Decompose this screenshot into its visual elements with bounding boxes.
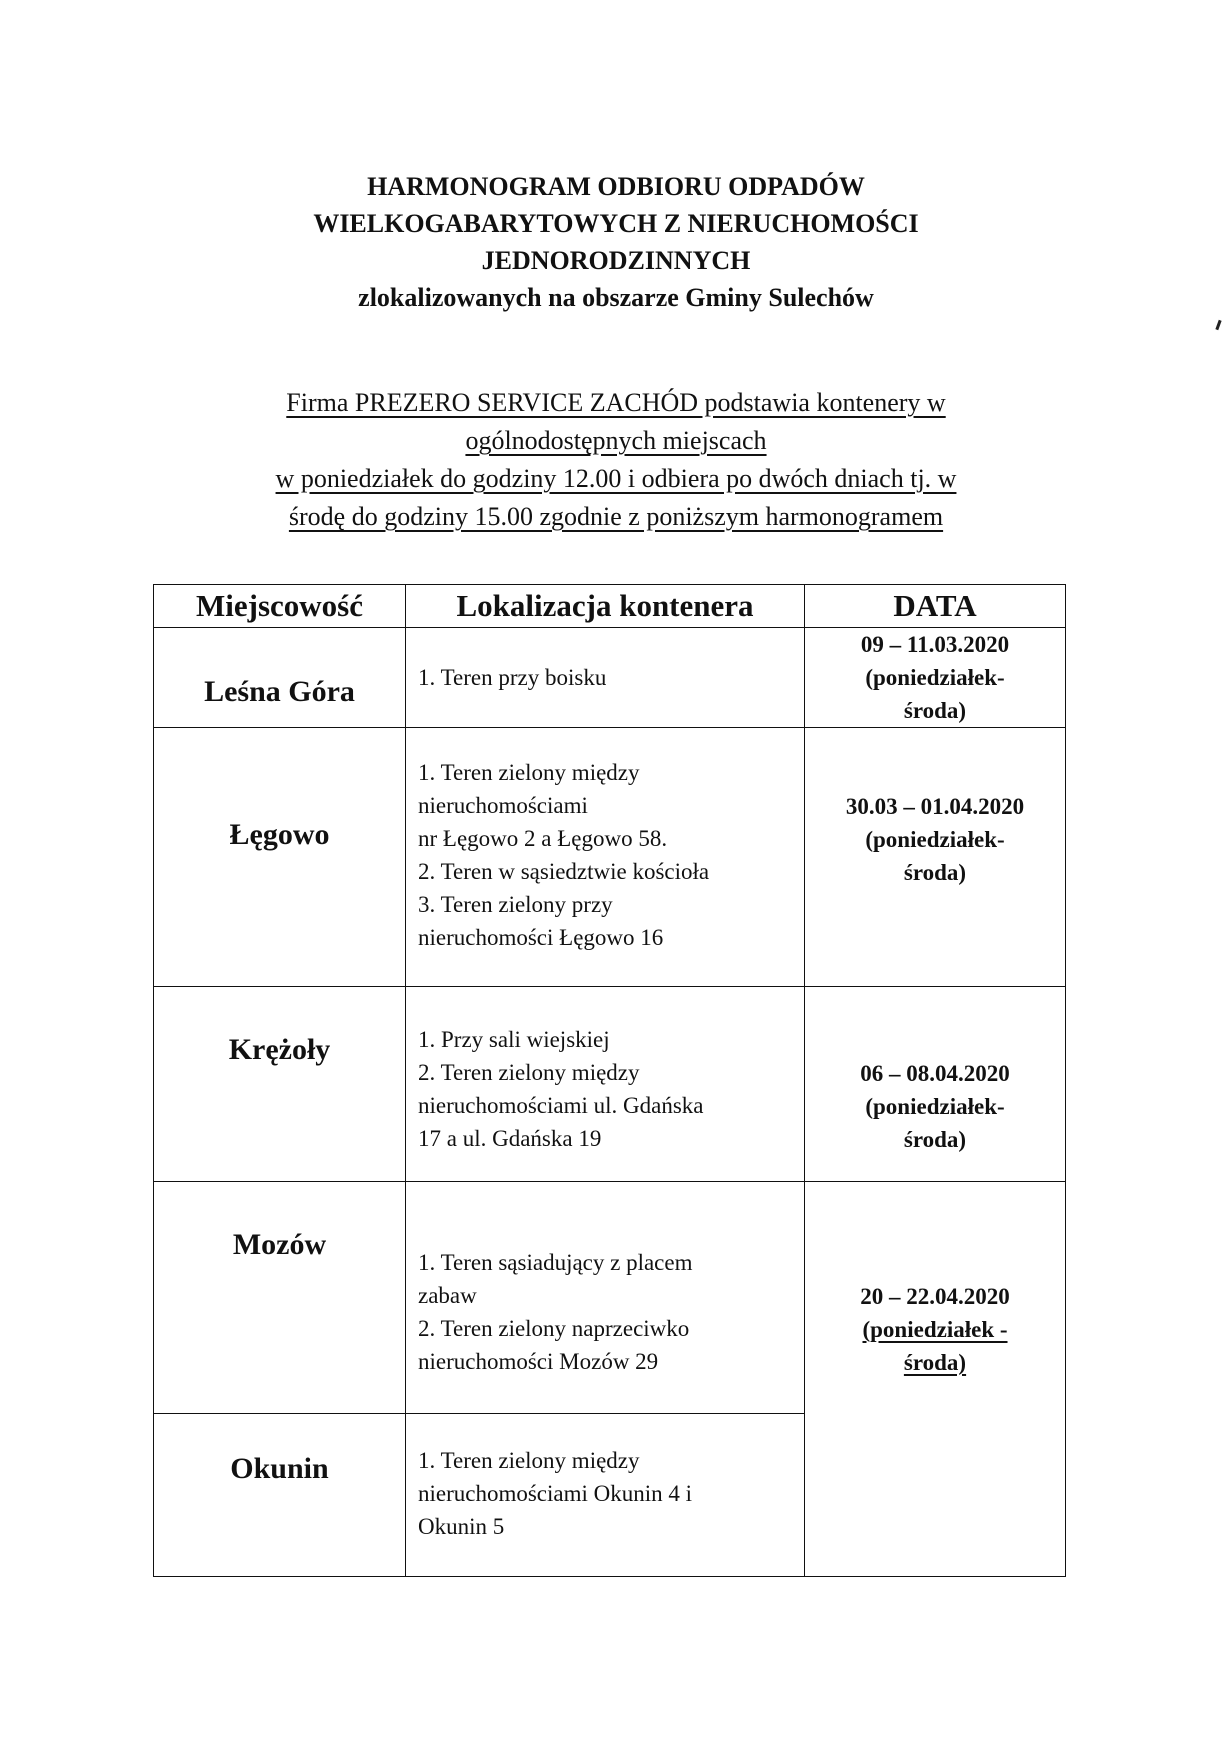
table-row <box>154 628 1066 728</box>
date-cell <box>805 728 1066 987</box>
header-location: Lokalizacja kontenera <box>406 585 805 628</box>
date-days: (poniedziałek - <box>862 1317 1008 1342</box>
location-line: 1. Teren przy boisku <box>418 665 607 690</box>
date-days-end: środa) <box>903 1350 967 1375</box>
schedule-table <box>153 584 1066 1577</box>
location-line: 3. Teren zielony przy <box>418 892 613 917</box>
location-line: 1. Przy sali wiejskiej <box>418 1027 610 1052</box>
header-place: Miejscowość <box>154 585 406 628</box>
location-line: nieruchomościami ul. Gdańska <box>418 1093 704 1118</box>
location-line: nieruchomości Łęgowo 16 <box>418 925 664 950</box>
location-cell <box>406 1182 805 1414</box>
table-header-row <box>154 585 1066 628</box>
notice-line-1: Firma PREZERO SERVICE ZACHÓD podstawia kontenery w <box>286 388 946 417</box>
date-cell <box>805 987 1066 1182</box>
location-line: nr Łęgowo 2 a Łęgowo 58. <box>418 826 668 851</box>
place-cell: Leśna Góra <box>154 628 406 728</box>
location-line: 1. Teren zielony między <box>418 760 640 785</box>
place-cell: Krężoły <box>154 987 406 1182</box>
location-line: 2. Teren zielony między <box>418 1060 640 1085</box>
title-line-3: JEDNORODZINNYCH <box>481 246 751 275</box>
place-cell: Łęgowo <box>154 728 406 987</box>
notice-paragraph <box>150 384 1082 536</box>
location-cell <box>406 1414 805 1577</box>
title-line-1: HARMONOGRAM ODBIORU ODPADÓW <box>367 172 865 201</box>
location-line: 17 a ul. Gdańska 19 <box>418 1126 602 1151</box>
date-cell <box>805 628 1066 728</box>
location-line: 2. Teren w sąsiedztwie kościoła <box>418 859 710 884</box>
title-line-4: zlokalizowanych na obszarze Gminy Sulechów <box>358 283 874 312</box>
location-cell <box>406 987 805 1182</box>
location-cell <box>406 628 805 728</box>
notice-line-3: w poniedziałek do godziny 12.00 i odbiera po dwóch dniach tj. w <box>275 464 957 493</box>
date-range: 06 – 08.04.2020 <box>860 1061 1010 1086</box>
notice-line-4: środę do godziny 15.00 zgodnie z poniższym harmonogramem <box>288 502 944 531</box>
date-days-end: środa) <box>903 860 967 885</box>
location-line: nieruchomościami Okunin 4 i <box>418 1481 693 1506</box>
table-row <box>154 728 1066 987</box>
header-date: DATA <box>805 585 1066 628</box>
location-line: 1. Teren sąsiadujący z placem <box>418 1250 693 1275</box>
date-days: (poniedziałek- <box>865 1094 1005 1119</box>
location-line: nieruchomości Mozów 29 <box>418 1349 659 1374</box>
location-line: 2. Teren zielony naprzeciwko <box>418 1316 690 1341</box>
date-days: (poniedziałek- <box>865 665 1005 690</box>
document-title <box>0 168 1232 316</box>
table-row <box>154 987 1066 1182</box>
scan-mark <box>1215 320 1221 330</box>
date-cell <box>805 1182 1066 1577</box>
title-line-2: WIELKOGABARYTOWYCH Z NIERUCHOMOŚCI <box>313 209 919 238</box>
date-days-end: środa) <box>903 698 967 723</box>
date-days-end: środa) <box>903 1127 967 1152</box>
location-line: Okunin 5 <box>418 1514 505 1539</box>
location-cell <box>406 728 805 987</box>
notice-line-2: ogólnodostępnych miejscach <box>465 426 767 455</box>
location-line: 1. Teren zielony między <box>418 1448 640 1473</box>
table-row <box>154 1182 1066 1414</box>
place-cell: Okunin <box>154 1414 406 1577</box>
location-line: nieruchomościami <box>418 793 588 818</box>
date-range: 09 – 11.03.2020 <box>860 632 1010 657</box>
location-line: zabaw <box>418 1283 477 1308</box>
place-cell: Mozów <box>154 1182 406 1414</box>
date-range: 30.03 – 01.04.2020 <box>845 794 1025 819</box>
date-days: (poniedziałek- <box>865 827 1005 852</box>
date-range: 20 – 22.04.2020 <box>860 1284 1010 1309</box>
